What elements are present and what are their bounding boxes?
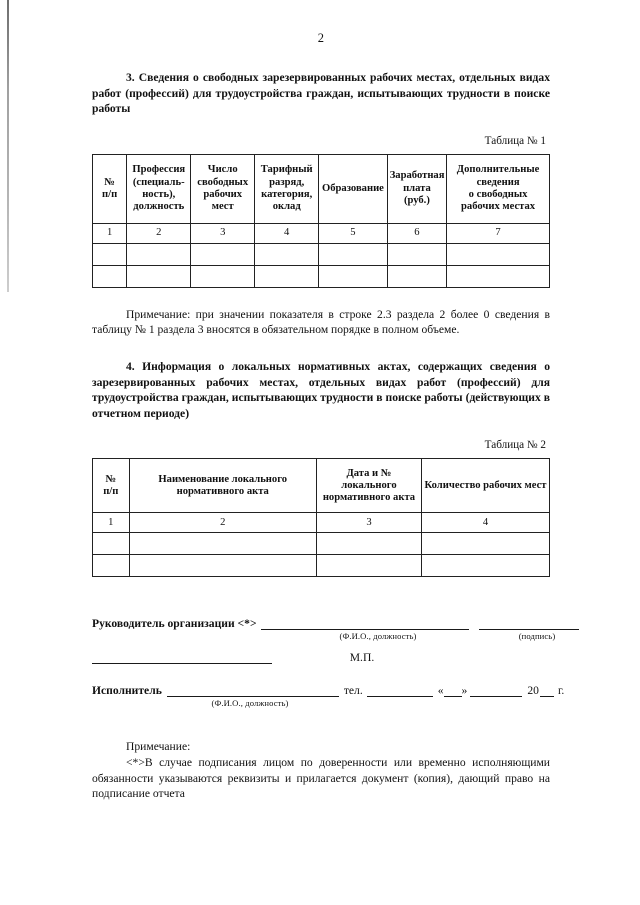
- table1-label: Таблица № 1: [484, 134, 546, 147]
- table1-empty-row[interactable]: [93, 265, 550, 287]
- table1-cell-empty[interactable]: [191, 243, 255, 265]
- t2-h2-l1: локального: [341, 479, 397, 491]
- t2-h2-l2: нормативного акта: [322, 491, 416, 503]
- t1-h0-l0: №: [104, 176, 115, 188]
- final-note: [92, 739, 550, 801]
- head-name-caption: (Ф.И.О., должность): [339, 631, 417, 642]
- t1-h3-l0: Тарифный: [260, 164, 313, 176]
- t2-h0-l0: №: [105, 473, 117, 485]
- executor-name-field[interactable]: [167, 684, 339, 697]
- head-organization-label: Руководитель организации <*>: [92, 617, 257, 631]
- table1-cell-empty[interactable]: [387, 265, 446, 287]
- final-note-title: Примечание:: [126, 740, 191, 754]
- table2-cell-empty[interactable]: [93, 533, 130, 555]
- table1-header-cell-4: [319, 154, 388, 223]
- t1-h2-l3: мест: [211, 200, 234, 212]
- table2-header-cell-2: [316, 459, 421, 513]
- table1-cell-empty[interactable]: [191, 265, 255, 287]
- table2-empty-row[interactable]: [93, 555, 550, 577]
- table2-colnum-1: 1: [93, 513, 130, 533]
- table1-header-cell-2: [191, 154, 255, 223]
- table1-colnum-6: 6: [387, 223, 446, 243]
- head-signature-field[interactable]: [479, 617, 579, 630]
- t1-h4-l0: Образование: [322, 182, 384, 194]
- table2-empty-row[interactable]: [93, 533, 550, 555]
- table1-cell-empty[interactable]: [387, 243, 446, 265]
- t2-h0-l1: п/п: [103, 485, 119, 497]
- table2-cell-empty[interactable]: [316, 533, 421, 555]
- table1-colnum-3: 3: [191, 223, 255, 243]
- table2-colnum-4: 4: [422, 513, 550, 533]
- table1-colnum-7: 7: [447, 223, 550, 243]
- table2-header-row: [93, 459, 550, 513]
- t1-h6-l3: рабочих местах: [461, 200, 536, 212]
- t1-h2-l0: Число: [207, 164, 238, 176]
- table1-header-cell-1: [127, 154, 191, 223]
- t1-h3-l1: разряд,: [269, 176, 305, 188]
- section3-note: Примечание: при значении показателя в строке 2.3 раздела 2 более 0 сведения в таблицу № 1 раздела 3 вносятся в обязательном порядке в полном объеме.: [92, 307, 550, 337]
- scan-edge-artifact: [7, 0, 9, 292]
- head-signature-row: [92, 617, 550, 630]
- table2-cell-empty[interactable]: [422, 533, 550, 555]
- table1-cell-empty[interactable]: [447, 265, 550, 287]
- t1-h1-l1: (специаль-: [132, 176, 185, 188]
- table1-cell-empty[interactable]: [127, 243, 191, 265]
- table1-colnum-2: 2: [127, 223, 191, 243]
- t2-h3-l0: Количество рабочих мест: [424, 479, 547, 491]
- date-close-quote: »: [461, 684, 468, 698]
- table1-vacancies: [92, 154, 550, 288]
- table2-cell-empty[interactable]: [129, 533, 316, 555]
- table1-cell-empty[interactable]: [319, 265, 388, 287]
- section4-heading: 4. Информация о локальных нормативных актах, содержащих сведения о зарезервированных рабочих местах, отдельных видах работ (профессий) для трудоустройства граждан, испытывающих трудности в поиске работы (действующих в отчетном периоде): [92, 359, 550, 420]
- year-field[interactable]: [540, 684, 554, 697]
- table2-header-cell-0: [93, 459, 130, 513]
- page-content: [92, 0, 565, 802]
- t1-h6-l1: сведения: [476, 176, 520, 188]
- table2-cell-empty[interactable]: [422, 555, 550, 577]
- phone-label: тел.: [343, 684, 363, 698]
- t1-h0-l1: п/п: [102, 188, 118, 200]
- signature-caption: (подпись): [518, 631, 556, 642]
- table2-cell-empty[interactable]: [316, 555, 421, 577]
- head-captions-row: [92, 631, 556, 642]
- table2-cell-empty[interactable]: [129, 555, 316, 577]
- table1-cell-empty[interactable]: [127, 265, 191, 287]
- t1-h1-l0: Профессия: [132, 164, 186, 176]
- t1-h2-l2: рабочих: [203, 188, 243, 200]
- t2-h1-l0: Наименование локального: [158, 473, 288, 485]
- table2-local-acts: [92, 458, 550, 577]
- head-position-field[interactable]: [92, 651, 272, 664]
- table1-cell-empty[interactable]: [93, 265, 127, 287]
- table2-number-row: [93, 513, 550, 533]
- page-number: 2: [317, 31, 325, 45]
- signature-block: [92, 617, 565, 709]
- t1-h1-l3: должность: [133, 200, 185, 212]
- executor-caption-row: [92, 698, 550, 709]
- phone-field[interactable]: [367, 684, 433, 697]
- executor-caption: (Ф.И.О., должность): [211, 698, 289, 709]
- t1-h5-l1: плата: [403, 182, 431, 194]
- t1-h3-l2: категория,: [261, 188, 313, 200]
- head-name-field[interactable]: [261, 617, 469, 630]
- table2-colnum-3: 3: [316, 513, 421, 533]
- t2-h1-l1: нормативного акта: [176, 485, 269, 497]
- table2-header-cell-3: [422, 459, 550, 513]
- executor-row: [92, 684, 565, 698]
- t1-h5-l0: Заработная: [389, 170, 445, 182]
- table2-cell-empty[interactable]: [93, 555, 130, 577]
- table1-header-cell-6: [447, 154, 550, 223]
- table1-cell-empty[interactable]: [93, 243, 127, 265]
- table1-header-row: [93, 154, 550, 223]
- final-note-body: <*>В случае подписания лицом по доверенности или временно исполняющими обязанности указываются реквизиты и прилагается документ (копия), дающий право на подписание отчета: [92, 755, 550, 801]
- day-field[interactable]: [444, 684, 462, 697]
- month-field[interactable]: [470, 684, 522, 697]
- table1-cell-empty[interactable]: [255, 243, 319, 265]
- table2-colnum-2: 2: [129, 513, 316, 533]
- table1-header-cell-5: [387, 154, 446, 223]
- table1-colnum-4: 4: [255, 223, 319, 243]
- t1-h6-l2: о свободных: [468, 188, 528, 200]
- stamp-mark: М.П.: [349, 651, 375, 665]
- table1-header-cell-0: [93, 154, 127, 223]
- section3-heading: 3. Сведения о свободных зарезервированных рабочих местах, отдельных видах работ (профессий) для трудоустройства граждан, испытывающих трудности в поиске работы: [92, 71, 550, 116]
- date-open-quote: «: [437, 684, 444, 698]
- table2-label: Таблица № 2: [484, 439, 546, 452]
- table1-empty-row[interactable]: [93, 243, 550, 265]
- table2-header-cell-1: [129, 459, 316, 513]
- table1-cell-empty[interactable]: [447, 243, 550, 265]
- table1-number-row: [93, 223, 550, 243]
- t1-h3-l3: оклад: [272, 200, 301, 212]
- table1-colnum-5: 5: [319, 223, 388, 243]
- table1-cell-empty[interactable]: [319, 243, 388, 265]
- t1-h6-l0: Дополнительные: [456, 164, 540, 176]
- year-prefix: 20: [527, 684, 539, 698]
- t1-h2-l1: свободных: [197, 176, 249, 188]
- table1-colnum-1: 1: [93, 223, 127, 243]
- year-suffix: г.: [557, 684, 565, 698]
- stamp-row: [92, 651, 550, 664]
- t1-h5-l2: (руб.): [403, 194, 430, 206]
- executor-label: Исполнитель: [92, 684, 162, 698]
- table1-cell-empty[interactable]: [255, 265, 319, 287]
- t1-h1-l2: ность),: [142, 188, 176, 200]
- t2-h2-l0: Дата и №: [346, 467, 392, 479]
- table1-header-cell-3: [255, 154, 319, 223]
